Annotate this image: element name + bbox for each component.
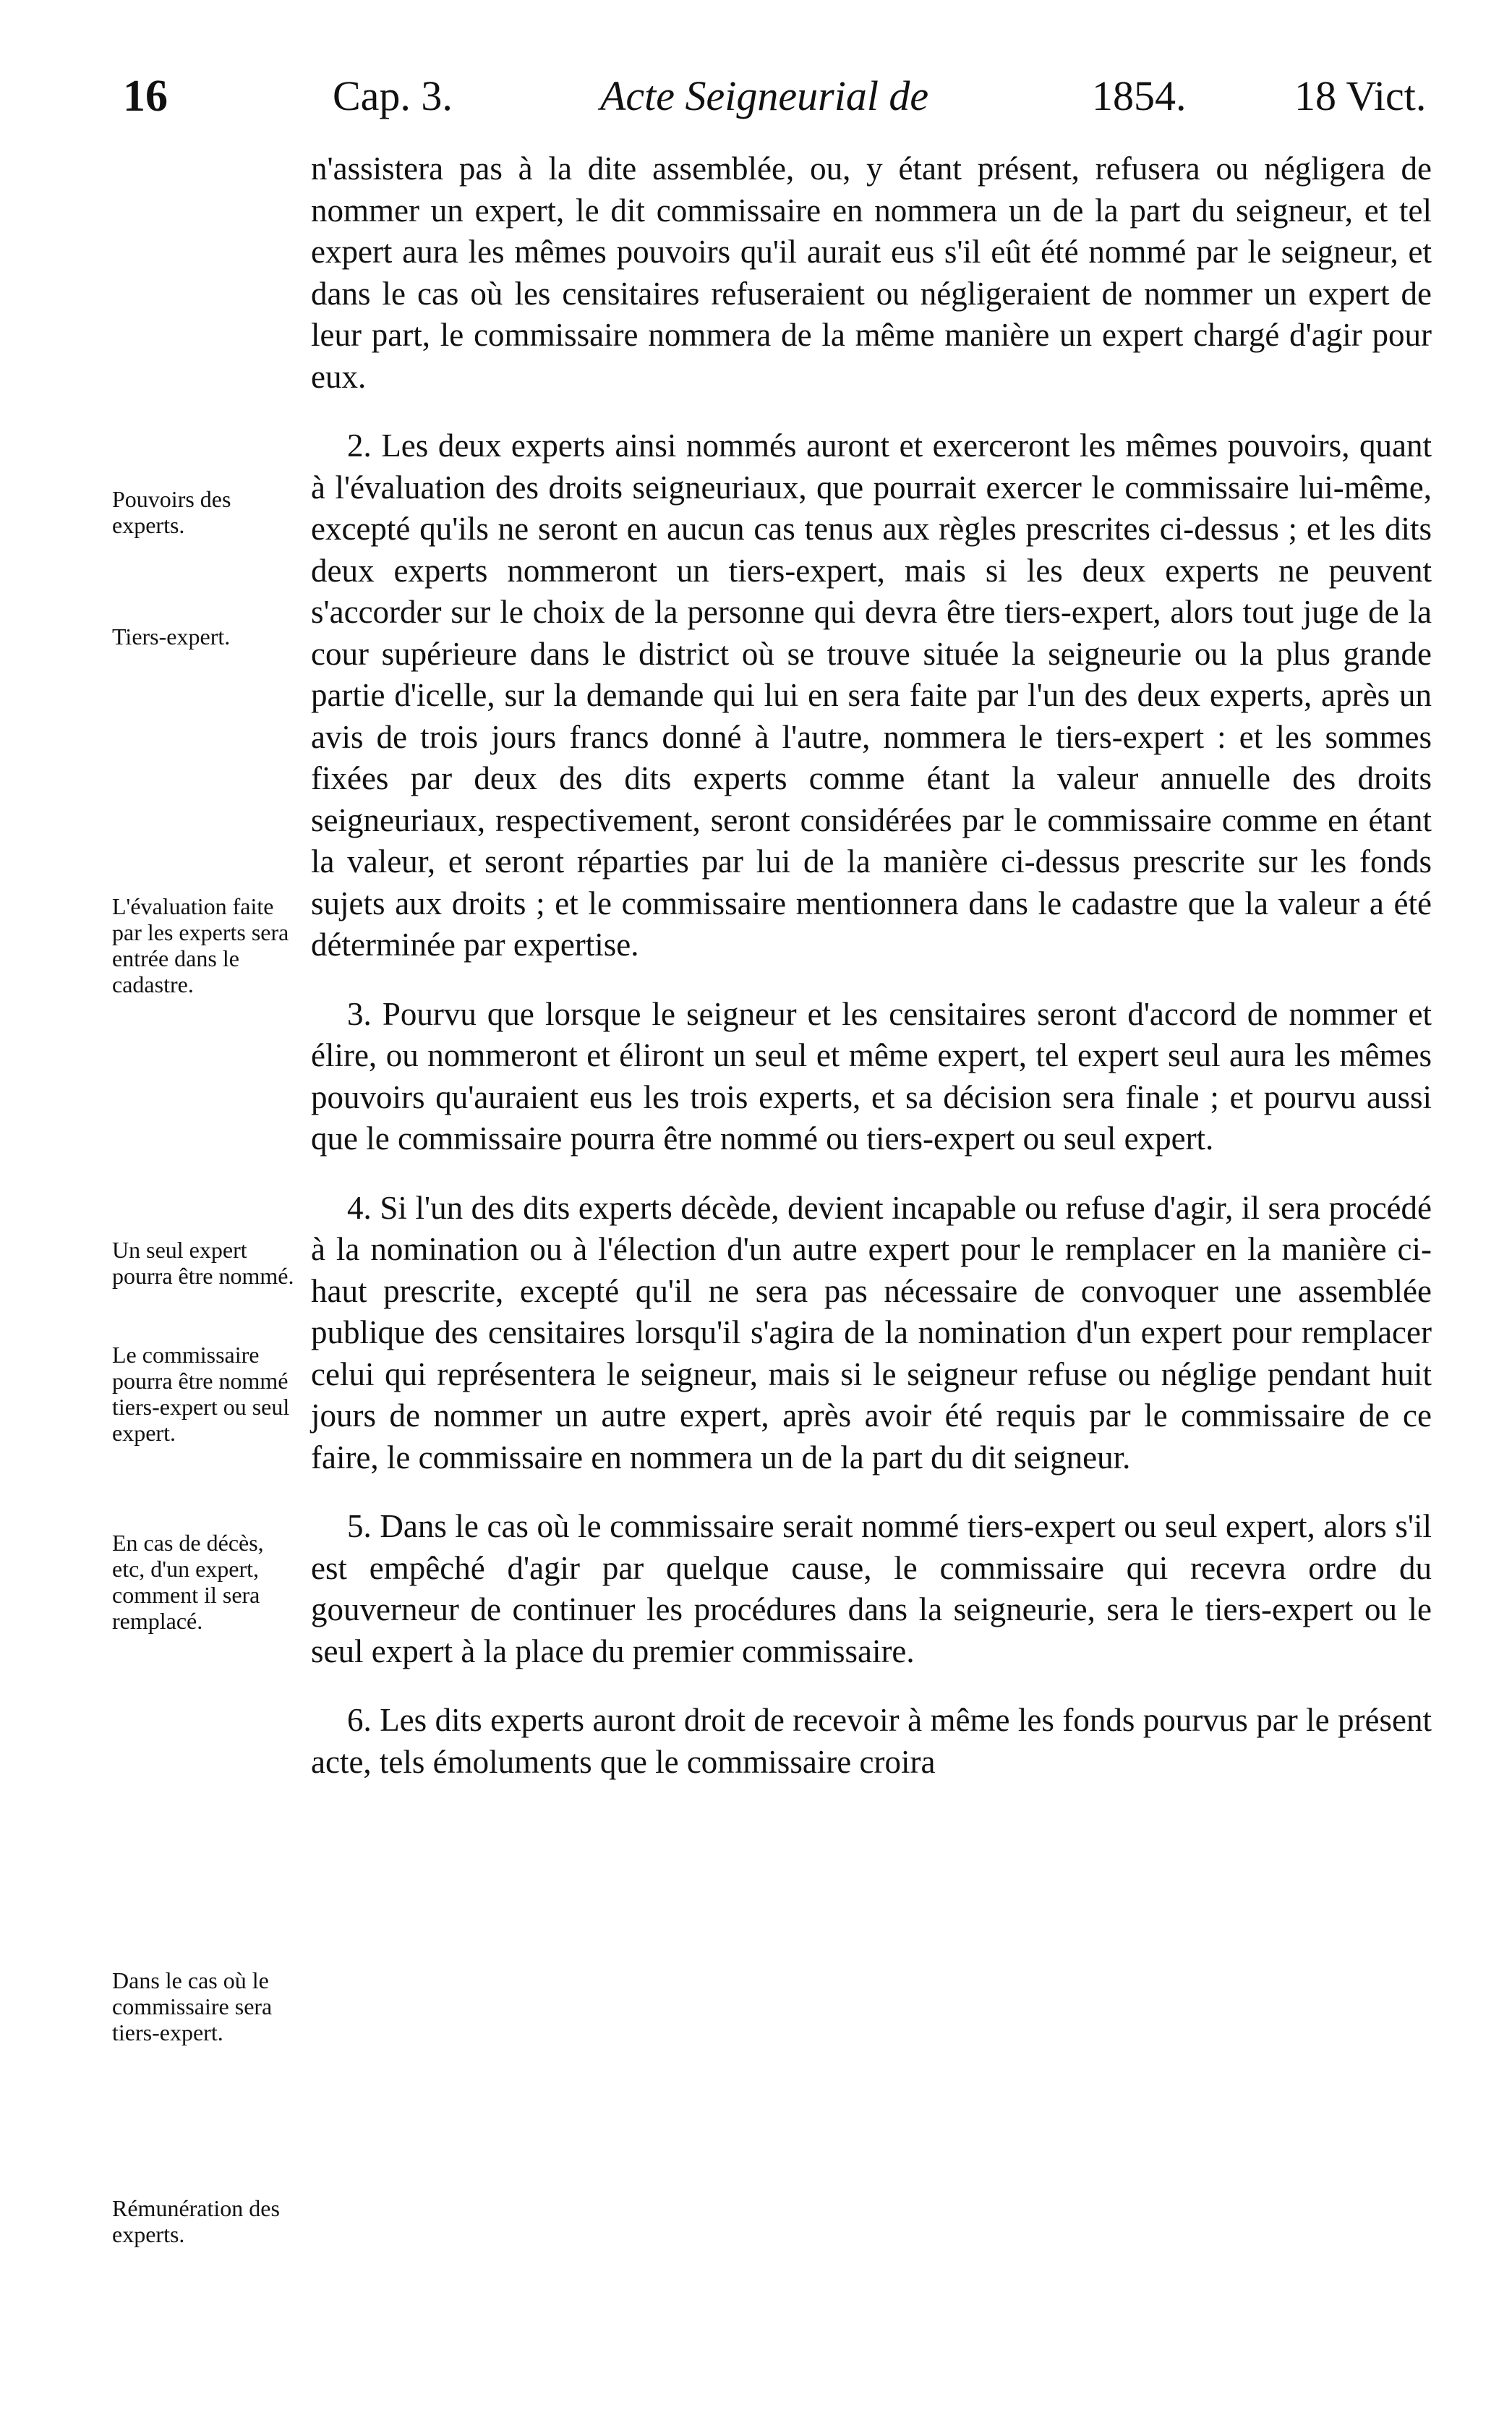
marginal-note: Rémunération des experts.	[112, 2195, 280, 2247]
marginal-note: L'évaluation faite par les experts sera entrée dans le cadastre.	[112, 893, 289, 997]
marginal-note: Tiers-expert.	[112, 623, 231, 650]
chapter-label: Cap. 3.	[333, 72, 453, 119]
marginal-note: Dans le cas où le commissaire sera tiers-expert.	[112, 1967, 273, 2045]
act-year: 1854.	[1092, 72, 1187, 119]
section-4: 4. Si l'un des dits experts décède, devient incapable ou refuse d'agir, il sera procédé à la nomination ou à l'élection d'un autre expert pour le remplacer en la manière ci-haut prescrite, excepté qu'il ne sera pas nécessaire de convoquer une assemblée publique des censitaires lorsqu'il s'agira de la nomination d'un expert pour remplacer celui qui représentera le seigneur, mais si le seigneur refuse ou néglige pendant huit jours de nommer un autre expert, après avoir été requis par le commissaire de ce faire, le commissaire en nommera un de la part du dit seigneur.	[311, 1189, 1432, 1476]
section-5: 5. Dans le cas où le commissaire serait nommé tiers-expert ou seul expert, alors s'il est empêché d'agir par quelque cause, le commissaire qui recevra ordre du gouverneur de continuer les procédures dans la seigneurie, sera le tiers-expert ou le seul expert à la place du premier commissaire.	[311, 1508, 1432, 1669]
marginal-note: Un seul expert pourra être nommé.	[112, 1237, 294, 1289]
section-2: 2. Les deux experts ainsi nommés auront et exerceront les mêmes pouvoirs, quant à l'évaluation des droits seigneuriaux, que pourrait exercer le commissaire lui-même, excepté qu'ils ne seront en aucun cas tenus aux règles prescrites ci-dessus ; et les dits deux experts nommeront un tiers-expert, mais si les deux experts ne peuvent s'accorder sur le choix de la personne qui devra être tiers-expert, alors tout juge de la cour supérieure dans le district où se trouve située la seigneurie ou la plus grande partie d'icelle, sur la demande qui lui en sera faite par l'un des deux experts, après un avis de trois jours francs donné à l'autre, nommera le tiers-expert : et les sommes fixées par deux des dits experts comme étant la valeur annuelle des droits seigneuriaux, respectivement, seront considérées par le commissaire comme en étant la valeur, et seront réparties par lui de la manière ci-dessus prescrite sur les fonds sujets aux droits ; et le commissaire mentionnera dans le cadastre que la valeur a été déterminée par expertise.	[311, 427, 1432, 963]
running-header	[123, 64, 1439, 129]
section-6: 6. Les dits experts auront droit de recevoir à même les fonds pourvus par le présent acte, tels émoluments que le commissaire croira	[311, 1702, 1432, 1780]
body-text	[311, 148, 1432, 1783]
regnal-year: 18 Vict.	[1294, 72, 1427, 119]
marginal-note: Le commissaire pourra être nommé tiers-expert ou seul expert.	[112, 1342, 290, 1446]
section-3: 3. Pourvu que lorsque le seigneur et les censitaires seront d'accord de nommer et élire, ou nommeront et éliront un seul et même expert, tel expert seul aura les mêmes pouvoirs qu'auraient eus les trois experts, et sa décision sera finale ; et pourvu aussi que le commissaire pourra être nommé ou tiers-expert ou seul expert.	[311, 995, 1432, 1157]
paragraph-continued: n'assistera pas à la dite assemblée, ou, y étant présent, refusera ou négligera de nommer un expert, le dit commissaire en nommera un de la part du seigneur, et tel expert aura les mêmes pouvoirs qu'il aurait eus s'il eût été nommé par le seigneur, et dans le cas où les censitaires refuseraient ou négligeraient de nommer un expert de leur part, le commissaire nommera de la même manière un expert chargé d'agir pour eux.	[311, 150, 1432, 395]
marginal-note: En cas de décès, etc, d'un expert, comment il sera remplacé.	[112, 1530, 264, 1634]
act-title: Acte Seigneurial de	[600, 72, 929, 119]
marginal-note: Pouvoirs des experts.	[112, 486, 231, 538]
page-number: 16	[123, 72, 168, 121]
